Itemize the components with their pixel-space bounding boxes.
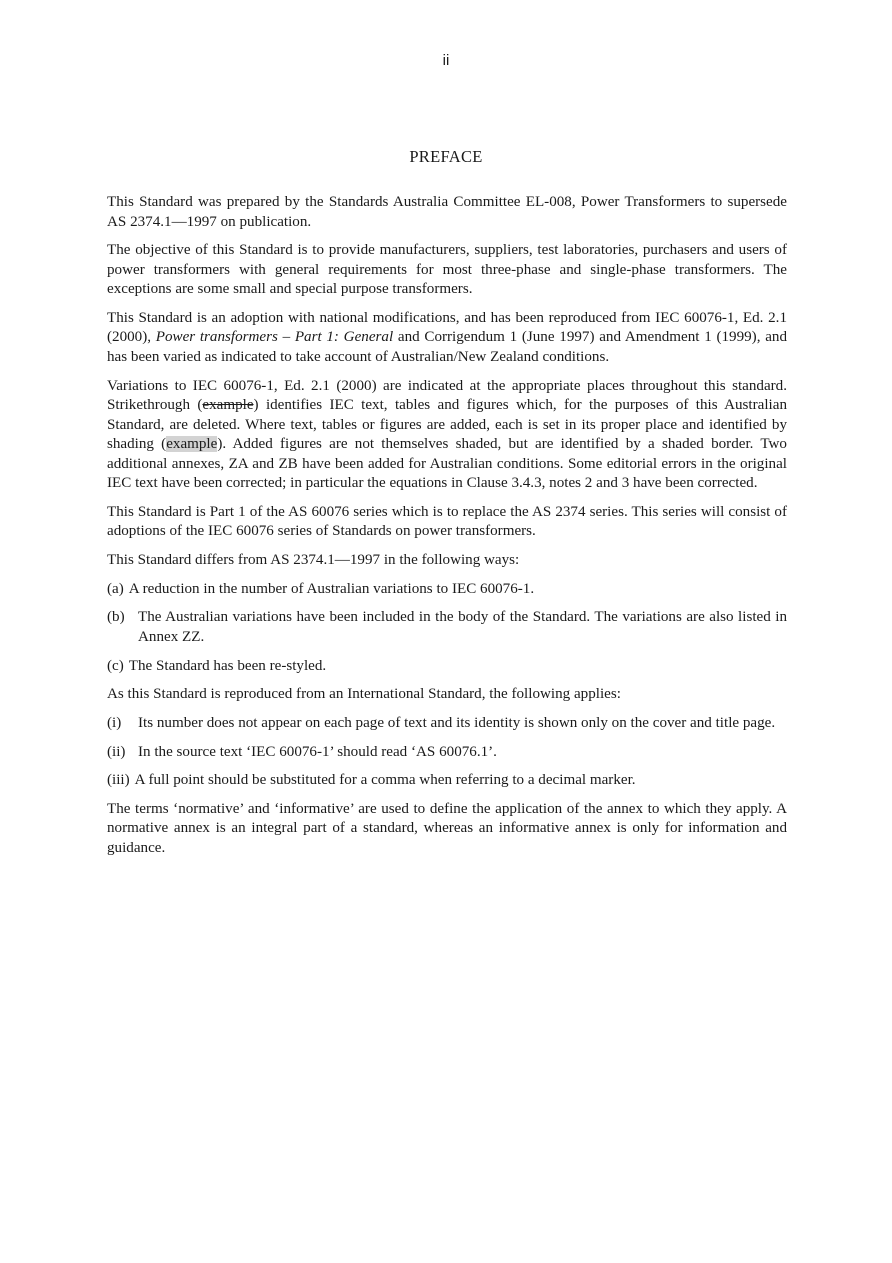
list-item-difference-a [107, 580, 787, 600]
list-item-difference-c [107, 657, 787, 677]
list-item-difference-b [107, 608, 787, 647]
preface-body [107, 193, 787, 868]
list-item-label: (c) [107, 657, 124, 674]
strikethrough-example: example [202, 397, 254, 414]
paragraph-committee: This Standard was prepared by the Standards Australia Committee EL-008, Power Transformers to supersede AS 2374.1—1997 on publication. [107, 194, 787, 230]
variations-text-end: ). Added figures are not themselves shaded, but are identified by a shaded border. Two additional annexes, ZA and ZB have been added for Australian conditions. Some editorial errors in the original IEC text have been corrected; in particular the equations in Clause 3.4.3, notes 2 and 3 have been corrected. [107, 436, 787, 492]
list-item-label: (iii) [107, 772, 130, 789]
list-item-text: The Standard has been re-styled. [128, 657, 327, 674]
list-item-text: A full point should be substituted for a comma when referring to a decimal marker. [134, 772, 636, 789]
list-item-text: In the source text ‘IEC 60076-1’ should read ‘AS 60076.1’. [138, 743, 497, 760]
variations-text-start: Variations to IEC 60076-1, Ed. 2.1 (2000) are indicated at the appropriate places throughout this standard. Strikethrough ( [107, 377, 787, 414]
list-item-text: A reduction in the number of Australian variations to IEC 60076-1. [128, 580, 535, 597]
paragraph-adoption [107, 309, 787, 368]
shading-example: example [166, 436, 218, 453]
variations-text-middle: ) identifies IEC text, tables and figures which, for the purposes of this Australian Standard, are deleted. Where text, tables or figures are added, each is set in its proper place and identified by shading ( [107, 397, 787, 453]
paragraph-variations [107, 377, 787, 494]
page-title: PREFACE [409, 147, 483, 166]
adoption-text-start: This Standard is an adoption with national modifications, and has been reproduced from IEC 60076-1, Ed. 2.1 (2000), [107, 309, 787, 346]
source-title: Power transformers – Part 1: General [155, 329, 394, 346]
list-item-label: (b) [107, 609, 125, 626]
list-item-text: Its number does not appear on each page of text and its identity is shown only on the cover and title page. [138, 714, 776, 731]
list-item-label: (ii) [107, 743, 126, 760]
paragraph-series: This Standard is Part 1 of the AS 60076 series which is to replace the AS 2374 series. This series will consist of adoptions of the IEC 60076 series of Standards on power transformers. [107, 503, 787, 540]
paragraph-differences-intro: This Standard differs from AS 2374.1—1997 in the following ways: [107, 551, 520, 568]
list-item-label: (a) [107, 580, 124, 597]
list-item-text: The Australian variations have been included in the body of the Standard. The variations are also listed in Annex ZZ. [138, 609, 787, 645]
list-item-applies-ii [107, 743, 787, 763]
adoption-text-end: and Corrigendum 1 (June 1997) and Amendment 1 (1999), and has been varied as indicated to take account of Australian/New Zealand conditions. [107, 329, 787, 365]
list-item-applies-iii [107, 771, 787, 791]
list-item-label: (i) [107, 714, 122, 731]
paragraph-objective: The objective of this Standard is to provide manufacturers, suppliers, test laboratories, purchasers and users of power transformers with general requirements for most three-phase and single-phase transformers. The exceptions are some small and special purpose transformers. [107, 242, 787, 298]
page-number: ii [442, 52, 450, 69]
paragraph-annex-terms: The terms ‘normative’ and ‘informative’ are used to define the application of the annex to which they apply. A normative annex is an integral part of a standard, whereas an informative annex is only for information and guidance. [107, 800, 787, 856]
paragraph-applies-intro: As this Standard is reproduced from an International Standard, the following applies: [107, 686, 621, 703]
list-item-applies-i [107, 714, 787, 734]
